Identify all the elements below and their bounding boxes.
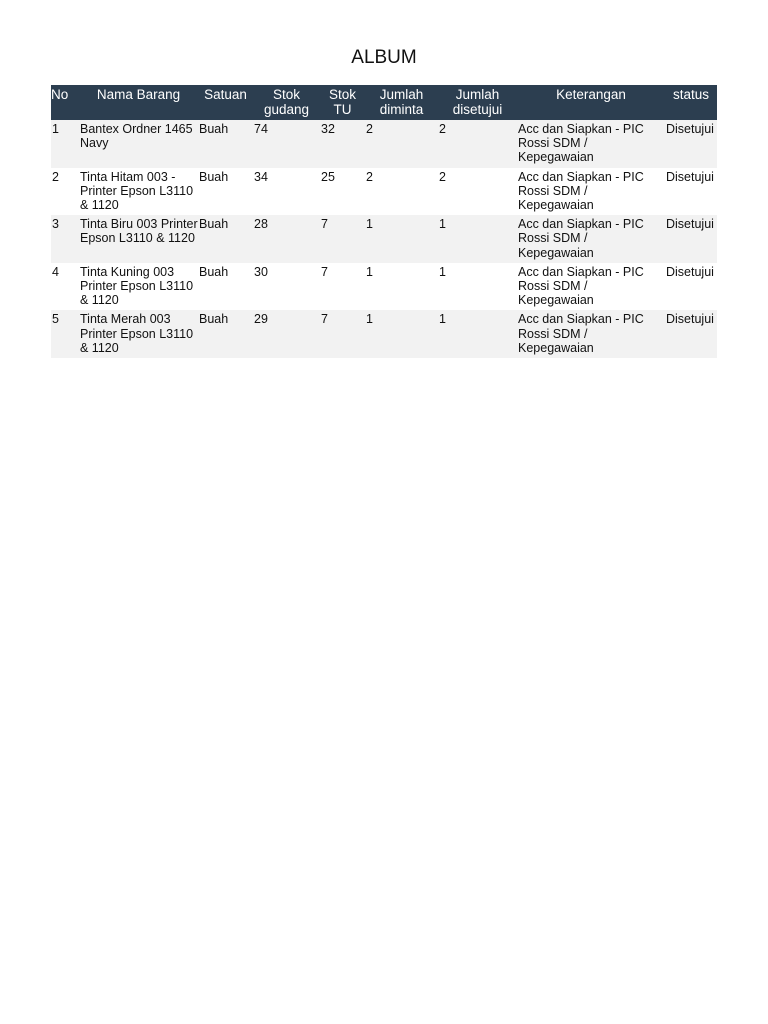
table-row — [51, 215, 717, 263]
cell-nama-barang: Bantex Ordner 1465 Navy — [79, 120, 198, 168]
cell-jumlah-diminta: 2 — [365, 120, 438, 168]
table-header-row — [51, 85, 717, 120]
cell-satuan: Buah — [198, 310, 253, 358]
col-header-no: No — [51, 85, 79, 120]
col-header-jumlah-diminta: Jumlah diminta — [365, 85, 438, 120]
cell-jumlah-diminta: 2 — [365, 168, 438, 216]
cell-stok-tu: 25 — [320, 168, 365, 216]
cell-satuan: Buah — [198, 215, 253, 263]
page-title: ALBUM — [351, 47, 417, 68]
table-row — [51, 168, 717, 216]
col-header-stok-tu: Stok TU — [320, 85, 365, 120]
cell-jumlah-diminta: 1 — [365, 263, 438, 311]
table-row — [51, 120, 717, 168]
cell-stok-gudang: 29 — [253, 310, 320, 358]
cell-no: 4 — [51, 263, 79, 311]
cell-keterangan: Acc dan Siapkan - PIC Rossi SDM / Kepegawaian — [517, 215, 665, 263]
cell-jumlah-disetujui: 1 — [438, 263, 517, 311]
cell-nama-barang: Tinta Kuning 003 Printer Epson L3110 & 1120 — [79, 263, 198, 311]
cell-stok-gudang: 28 — [253, 215, 320, 263]
cell-keterangan: Acc dan Siapkan - PIC Rossi SDM / Kepegawaian — [517, 263, 665, 311]
cell-stok-tu: 7 — [320, 310, 365, 358]
cell-jumlah-disetujui: 2 — [438, 120, 517, 168]
cell-keterangan: Acc dan Siapkan - PIC Rossi SDM / Kepegawaian — [517, 120, 665, 168]
cell-satuan: Buah — [198, 168, 253, 216]
col-header-nama-barang: Nama Barang — [79, 85, 198, 120]
cell-stok-tu: 7 — [320, 215, 365, 263]
cell-status: Disetujui — [665, 310, 717, 358]
cell-stok-gudang: 34 — [253, 168, 320, 216]
cell-jumlah-disetujui: 1 — [438, 310, 517, 358]
cell-keterangan: Acc dan Siapkan - PIC Rossi SDM / Kepegawaian — [517, 310, 665, 358]
cell-jumlah-disetujui: 1 — [438, 215, 517, 263]
table-row — [51, 310, 717, 358]
cell-nama-barang: Tinta Hitam 003 - Printer Epson L3110 & 1120 — [79, 168, 198, 216]
col-header-jumlah-disetujui: Jumlah disetujui — [438, 85, 517, 120]
cell-nama-barang: Tinta Biru 003 Printer Epson L3110 & 1120 — [79, 215, 198, 263]
table-row — [51, 263, 717, 311]
col-header-stok-gudang: Stok gudang — [253, 85, 320, 120]
cell-no: 1 — [51, 120, 79, 168]
col-header-satuan: Satuan — [198, 85, 253, 120]
cell-stok-tu: 7 — [320, 263, 365, 311]
cell-no: 5 — [51, 310, 79, 358]
col-header-keterangan: Keterangan — [517, 85, 665, 120]
cell-jumlah-disetujui: 2 — [438, 168, 517, 216]
cell-jumlah-diminta: 1 — [365, 310, 438, 358]
cell-satuan: Buah — [198, 263, 253, 311]
cell-nama-barang: Tinta Merah 003 Printer Epson L3110 & 1120 — [79, 310, 198, 358]
cell-jumlah-diminta: 1 — [365, 215, 438, 263]
cell-status: Disetujui — [665, 263, 717, 311]
cell-status: Disetujui — [665, 215, 717, 263]
request-table — [51, 85, 717, 358]
cell-keterangan: Acc dan Siapkan - PIC Rossi SDM / Kepegawaian — [517, 168, 665, 216]
cell-no: 3 — [51, 215, 79, 263]
cell-no: 2 — [51, 168, 79, 216]
cell-stok-gudang: 30 — [253, 263, 320, 311]
cell-satuan: Buah — [198, 120, 253, 168]
cell-stok-tu: 32 — [320, 120, 365, 168]
col-header-status: status — [665, 85, 717, 120]
cell-status: Disetujui — [665, 120, 717, 168]
cell-status: Disetujui — [665, 168, 717, 216]
cell-stok-gudang: 74 — [253, 120, 320, 168]
